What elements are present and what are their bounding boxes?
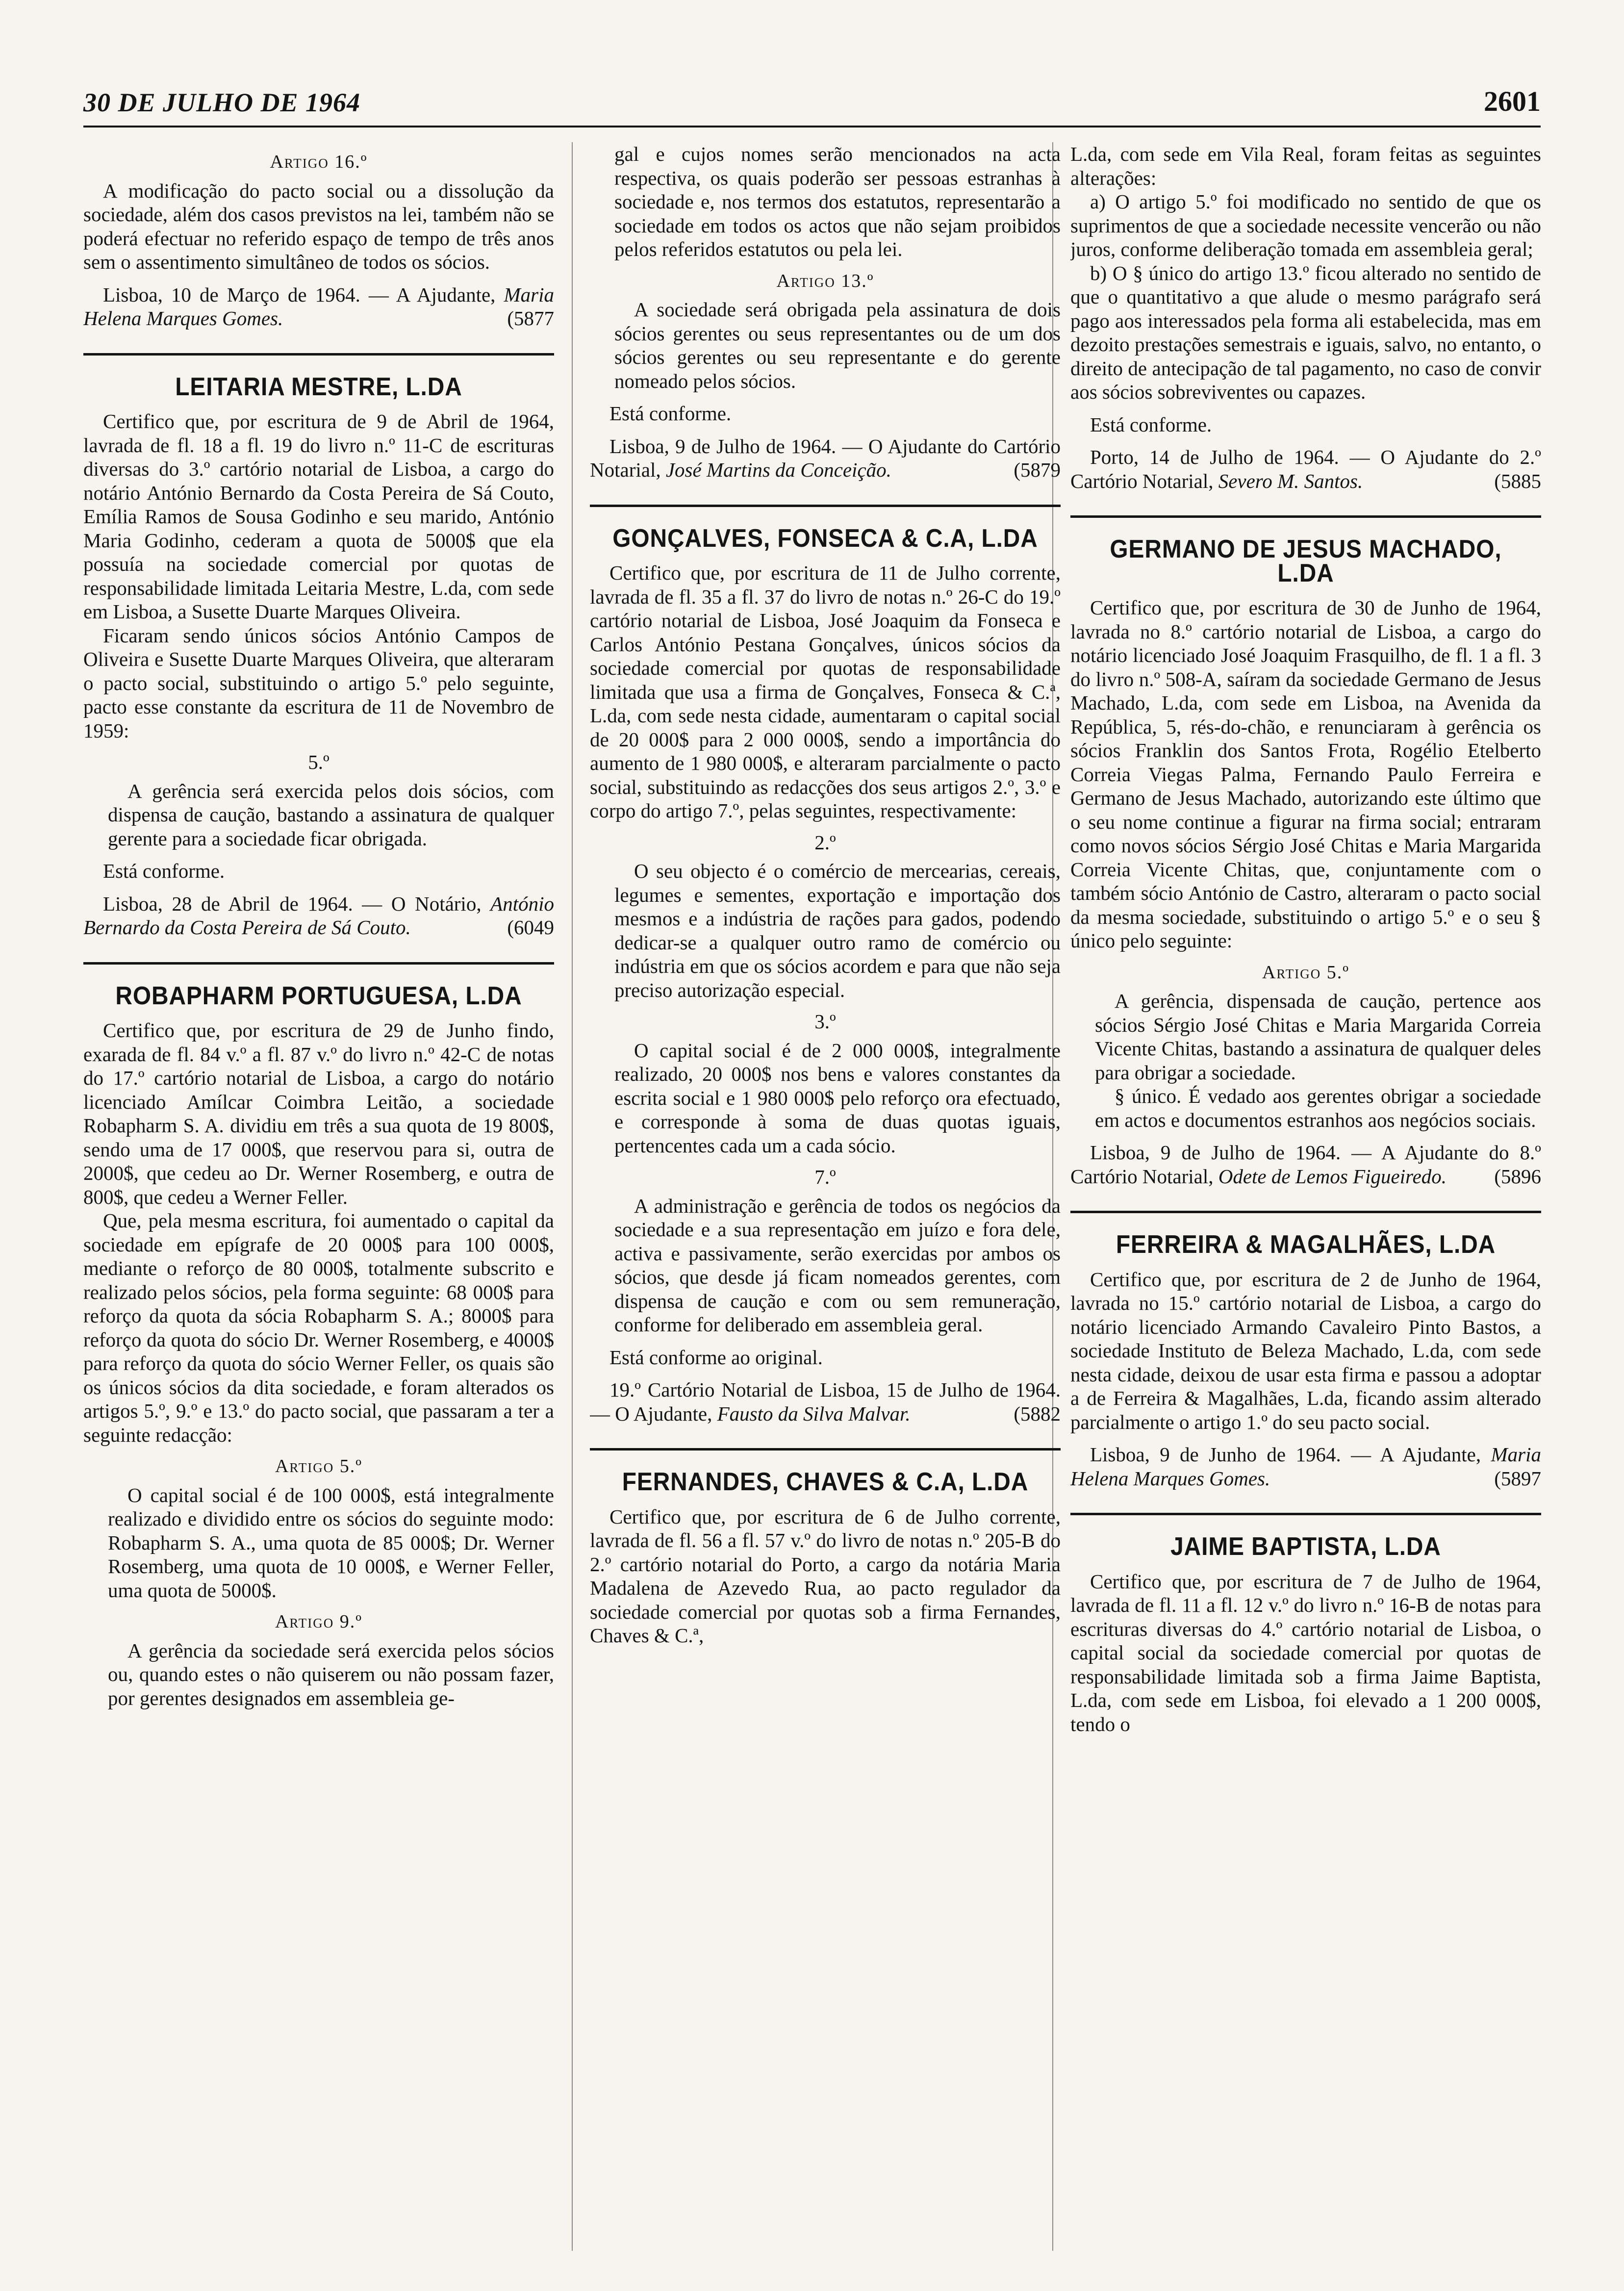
article-text: A sociedade será obrigada pela assinatura de dois sócios gerentes ou seus representantes ou de um dos sócios gerentes ou seu representante e do gerente nomeado pelos sócios. bbox=[614, 298, 1061, 392]
notice-number: (5882 bbox=[1014, 1402, 1061, 1425]
signatory-name: José Martins da Conceição. bbox=[665, 458, 891, 481]
signatory-name: Severo M. Santos. bbox=[1218, 469, 1363, 492]
article-text: A gerência da sociedade será exercida pelos sócios ou, quando estes o não quiserem ou não possam fazer, por gerentes designados em assembleia ge- bbox=[108, 1639, 554, 1709]
page-number: 2601 bbox=[1484, 85, 1541, 117]
notice-paragraph: Certifico que, por escritura de 9 de Abril de 1964, lavrada de fl. 18 a fl. 19 do livro n.º 11-C de escrituras diversas do 3.º cartório notarial de Lisboa, a cargo do notário António Bernardo da Costa Pereira de Sá Couto, Emília Ramos de Sousa Godinho e seu marido, António Maria Godinho, cederam a quota de 5000$ que ela possuía na sociedade comercial por quotas de responsabilidade limitada Leitaria Mestre, L.da, com sede em Lisboa, a Susette Duarte Marques Oliveira. bbox=[83, 410, 554, 623]
signature-line: Porto, 14 de Julho de 1964. — O Ajudante do 2.º Cartório Notarial, Severo M. Santos. (5885 bbox=[1070, 446, 1541, 492]
section-separator bbox=[590, 1448, 1061, 1451]
signatory-name: Maria Helena Marques Gomes. bbox=[83, 283, 554, 330]
notice-paragraph: Certifico que, por escritura de 11 de Julho corrente, lavrada de fl. 35 a fl. 37 do livro de notas n.º 26-C do 19.º cartório notarial de Lisboa, José Joaquim da Fonseca e Carlos António Pestana Gonçalves, únicos sócios da sociedade comercial por quotas de responsabilidade limitada que usa a firma de Gonçalves, Fonseca & C.ª, L.da, com sede nesta cidade, aumentaram o capital social de 20 000$ para 2 000 000$, sendo a importância do aumento de 1 980 000$, e alteraram parcialmente o pacto social, substituindo as redacções dos seus artigos 2.º, 3.º e corpo do artigo 7.º, pelas seguintes, respectivamente: bbox=[590, 561, 1061, 822]
signature-line: Lisboa, 9 de Julho de 1964. — A Ajudante do 8.º Cartório Notarial, Odete de Lemos Figueiredo. (5896 bbox=[1070, 1141, 1541, 1188]
signature-line: Lisboa, 10 de Março de 1964. — A Ajudante, Maria Helena Marques Gomes. (5877 bbox=[83, 283, 554, 330]
article-heading: Artigo 16.º bbox=[270, 152, 368, 172]
article-heading: Artigo 5.º bbox=[1262, 962, 1350, 983]
conforme-line: Está conforme ao original. bbox=[609, 1346, 823, 1369]
signature-line: Lisboa, 9 de Julho de 1964. — O Ajudante do Cartório Notarial, José Martins da Conceição. (5879 bbox=[590, 434, 1061, 481]
article-heading: 7.º bbox=[814, 1166, 836, 1188]
article-text: O seu objecto é o comércio de mercearias, cereais, legumes e sementes, exportação e importação dos mesmos e a indústria de rações para gados, podendo dedicar-se a qualquer outro ramo de comércio ou indústria em que os sócios acordem e para que não seja preciso autorização especial. bbox=[614, 860, 1061, 1001]
article-text: A gerência será exercida pelos dois sócios, com dispensa de caução, bastando a assinatura de qualquer gerente para a sociedade ficar obrigada. bbox=[108, 779, 554, 850]
article-heading: Artigo 13.º bbox=[776, 270, 874, 291]
notice-paragraph: Certifico que, por escritura de 29 de Junho findo, exarada de fl. 84 v.º a fl. 87 v.º do livro n.º 42-C de notas do 17.º cartório notarial de Lisboa, a cargo do notário licenciado Amílcar Coimbra Leitão, a sociedade Robapharm S. A. dividiu em três a sua quota de 19 800$, sendo uma de 17 000$, que reservou para si, outra de 2000$, que cedeu ao Dr. Werner Rosemberg, e outra de 800$, que cedeu a Werner Feller. bbox=[83, 1019, 554, 1208]
article-text: A administração e gerência de todos os negócios da sociedade e a sua representação em juízo e fora dele, activa e passivamente, serão exercidas por ambos os sócios, que desde já ficam nomeados gerentes, com dispensa de caução e com ou sem remuneração, conforme for deliberado em assembleia geral. bbox=[614, 1194, 1061, 1336]
notice-title: LEITARIA MESTRE, L.DA bbox=[175, 372, 462, 401]
signatory-name: Fausto da Silva Malvar. bbox=[717, 1402, 911, 1425]
article-text: A modificação do pacto social ou a dissolução da sociedade, além dos casos previstos na lei, também não se poderá efectuar no referido espaço de tempo de três anos sem o assentimento simultâneo de todos os sócios. bbox=[83, 179, 554, 273]
notice-number: (5896 bbox=[1494, 1165, 1541, 1188]
signature-line: Lisboa, 9 de Junho de 1964. — A Ajudante, Maria Helena Marques Gomes. (5897 bbox=[1070, 1443, 1541, 1490]
signatory-name: António Bernardo da Costa Pereira de Sá Couto. bbox=[83, 892, 554, 939]
article-heading: Artigo 9.º bbox=[275, 1611, 363, 1632]
article-text: § único. É vedado aos gerentes obrigar a sociedade em actos e documentos estranhos aos negócios sociais. bbox=[1095, 1085, 1541, 1131]
notice-title: FERREIRA & MAGALHÃES, L.DA bbox=[1116, 1230, 1496, 1259]
section-separator bbox=[590, 505, 1061, 507]
column-divider bbox=[572, 142, 573, 2251]
notice-paragraph: L.da, com sede em Vila Real, foram feitas as seguintes alterações: bbox=[1070, 143, 1541, 189]
conforme-line: Está conforme. bbox=[1090, 413, 1212, 436]
notice-number: (5877 bbox=[507, 307, 554, 330]
article-heading: 2.º bbox=[814, 831, 836, 854]
signatory-name: Odete de Lemos Figueiredo. bbox=[1218, 1165, 1447, 1188]
alteration-item: b) O § único do artigo 13.º ficou alterado no sentido de que o quantitativo a que alude o mesmo parágrafo será pago aos interessados pela forma ali estabelecida, mas em dezoito prestações semestrais e iguais, salvo, no entanto, o direito de antecipação de tal pagamento, no caso de convir aos sócios sobreviventes ou capazes. bbox=[1070, 261, 1541, 403]
section-separator bbox=[1070, 1211, 1541, 1213]
notice-paragraph: Certifico que, por escritura de 30 de Junho de 1964, lavrada no 8.º cartório notarial de Lisboa, a cargo do notário licenciado José Joaquim Frasquilho, de fl. 1 a fl. 3 do livro n.º 508-A, saíram da sociedade Germano de Jesus Machado, L.da, com sede em Lisboa, na Avenida da República, 5, rés-do-chão, e renunciaram à gerência os sócios Franklin dos Santos Frota, Rogélio Etelberto Correia Viegas Palma, Fernando Paulo Ferreira e Germano de Jesus Machado, autorizando este último que o seu nome continue a figurar na firma social; entraram como novos sócios Sérgio José Chitas e Maria Margarida Correia Vicente Chitas, que, conjuntamente com o também sócio António de Castro, alteraram o pacto social da mesma sociedade, substituindo o artigo 5.º e o seu § único pelo seguinte: bbox=[1070, 596, 1541, 952]
section-separator bbox=[83, 962, 554, 965]
notice-number: (6049 bbox=[507, 916, 554, 939]
section-separator bbox=[83, 353, 554, 356]
notice-title: GERMANO DE JESUS MACHADO, L.DA bbox=[1110, 535, 1502, 587]
notice-number: (5885 bbox=[1494, 469, 1541, 492]
issue-date: 30 DE JULHO DE 1964 bbox=[83, 88, 361, 117]
notice-title: ROBAPHARM PORTUGUESA, L.DA bbox=[115, 981, 522, 1010]
notice-title: JAIME BAPTISTA, L.DA bbox=[1170, 1532, 1441, 1561]
column-middle bbox=[590, 142, 1061, 2251]
article-text: O capital social é de 100 000$, está integralmente realizado e dividido entre os sócios do seguinte modo: Robapharm S. A., uma quota de 85 000$; Dr. Werner Rosemberg, uma quota de 10 000$, e Werner Feller, uma quota de 5000$. bbox=[108, 1483, 554, 1602]
signature-line: Lisboa, 28 de Abril de 1964. — O Notário, António Bernardo da Costa Pereira de Sá Couto. (6049 bbox=[83, 892, 554, 939]
notice-title: FERNANDES, CHAVES & C.A, L.DA bbox=[622, 1468, 1029, 1496]
column-left bbox=[83, 142, 554, 2251]
column-right bbox=[1070, 142, 1541, 2251]
section-separator bbox=[1070, 1513, 1541, 1515]
article-heading: 3.º bbox=[814, 1010, 836, 1033]
notice-paragraph: Certifico que, por escritura de 6 de Julho corrente, lavrada de fl. 56 a fl. 57 v.º do livro de notas n.º 205-B do 2.º cartório notarial do Porto, a cargo da notária Maria Madalena de Azevedo Rua, ao pacto regulador da sociedade comercial por quotas sob a firma Fernandes, Chaves & C.ª, bbox=[590, 1505, 1061, 1647]
notice-number: (5879 bbox=[1014, 458, 1061, 481]
conforme-line: Está conforme. bbox=[609, 402, 732, 425]
notice-number: (5897 bbox=[1494, 1467, 1541, 1490]
notice-paragraph: Certifico que, por escritura de 2 de Junho de 1964, lavrada no 15.º cartório notarial de Lisboa, a cargo do notário licenciado Armando Cavaleiro Pinto Bastos, a sociedade Instituto de Beleza Machado, L.da, com sede nesta cidade, deixou de usar esta firma e passou a adoptar a de Ferreira & Magalhães, L.da, ficando assim alterado parcialmente o artigo 1.º do seu pacto social. bbox=[1070, 1268, 1541, 1433]
article-text: gal e cujos nomes serão mencionados na acta respectiva, os quais poderão ser pessoas estranhas à sociedade e, nos termos dos estatutos, representarão a sociedade em todos os actos que não sejam proibidos pelos referidos estatutos ou pela lei. bbox=[614, 143, 1061, 260]
section-separator bbox=[1070, 515, 1541, 518]
article-heading: Artigo 5.º bbox=[275, 1456, 363, 1476]
notice-paragraph: Ficaram sendo únicos sócios António Campos de Oliveira e Susette Duarte Marques Oliveira, que alteraram o pacto social, substituindo o artigo 5.º pelo seguinte, pacto esse constante da escritura de 11 de Novembro de 1959: bbox=[83, 624, 554, 742]
notice-title: GONÇALVES, FONSECA & C.A, L.DA bbox=[612, 524, 1038, 553]
page-header bbox=[83, 74, 1541, 127]
conforme-line: Está conforme. bbox=[103, 860, 225, 882]
article-text: A gerência, dispensada de caução, pertence aos sócios Sérgio José Chitas e Maria Margarida Correia Vicente Chitas, bastando a assinatura de qualquer deles para obrigar a sociedade. bbox=[1095, 990, 1541, 1084]
signatory-name: Maria Helena Marques Gomes. bbox=[1070, 1443, 1541, 1490]
alteration-item: a) O artigo 5.º foi modificado no sentido de que os suprimentos de que a sociedade necessite vencerão ou não juros, conforme deliberação tomada em assembleia geral; bbox=[1070, 190, 1541, 260]
notice-paragraph: Que, pela mesma escritura, foi aumentado o capital da sociedade em epígrafe de 20 000$ para 100 000$, mediante o reforço de 80 000$, totalmente subscrito e realizado pelos sócios, pela forma seguinte: 68 000$ para reforço da quota da sócia Robapharm S. A.; 8000$ para reforço da quota do sócio Dr. Werner Rosemberg, e 4000$ para reforço da quota do sócio Werner Feller, os quais são os únicos sócios da dita sociedade, e foram alterados os artigos 5.º, 9.º e 13.º do pacto social, que passaram a ter a seguinte redacção: bbox=[83, 1209, 554, 1446]
article-text: O capital social é de 2 000 000$, integralmente realizado, 20 000$ nos bens e valores constantes da escrita social e 1 980 000$ pelo reforço ora efectuado, e corresponde à soma de duas quotas iguais, pertencentes cada um a cada sócio. bbox=[614, 1039, 1061, 1157]
signature-line: 19.º Cartório Notarial de Lisboa, 15 de Julho de 1964. — O Ajudante, Fausto da Silva Malvar. (5882 bbox=[590, 1378, 1061, 1425]
article-heading: 5.º bbox=[308, 751, 330, 773]
notice-paragraph: Certifico que, por escritura de 7 de Julho de 1964, lavrada de fl. 11 a fl. 12 v.º do livro n.º 16-B de notas para escrituras diversas do 4.º cartório notarial de Lisboa, o capital social da sociedade comercial por quotas de responsabilidade limitada sob a firma Jaime Baptista, L.da, com sede em Lisboa, foi elevado a 1 200 000$, tendo o bbox=[1070, 1570, 1541, 1735]
